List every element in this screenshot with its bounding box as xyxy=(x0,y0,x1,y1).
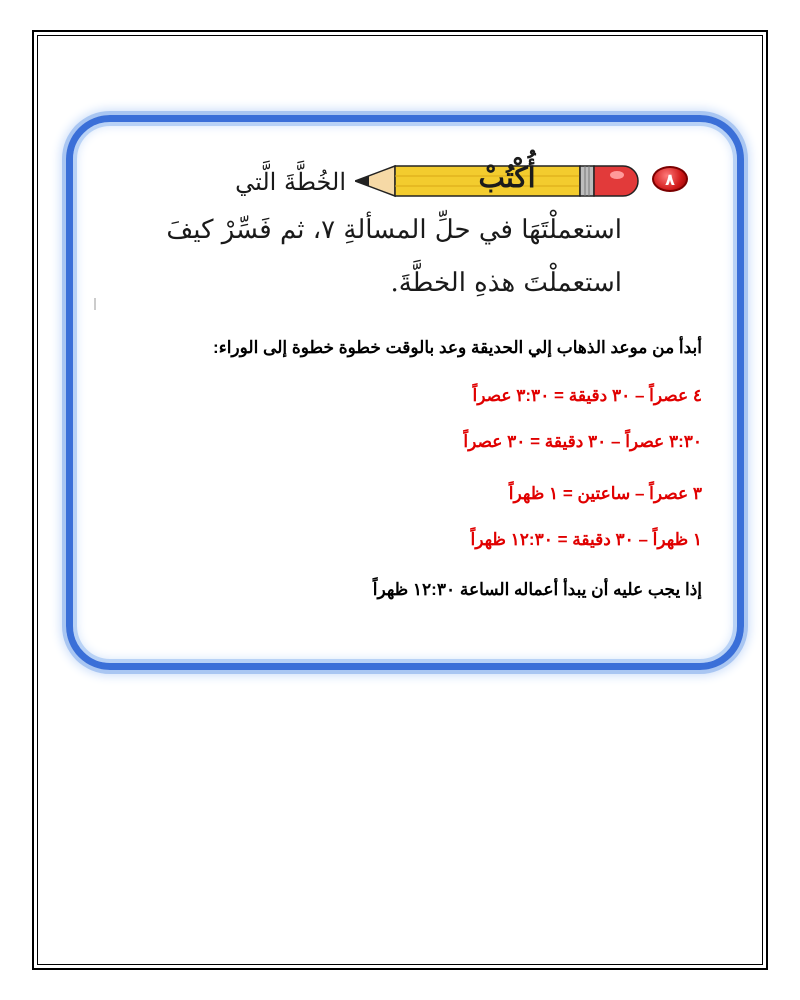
question-heading: الخُطَّةَ الَّتي xyxy=(235,168,346,196)
answer-step: ٣ عصراً – ساعتين = ١ ظهراً xyxy=(508,484,702,503)
answer-step: ٤ عصراً – ٣٠ دقيقة = ٣:٣٠ عصراً xyxy=(472,386,702,405)
question-line-1: استعملْتَهَا في حلِّ المسألةِ ٧، ثم فَسِّرْ كيفَ xyxy=(166,215,622,245)
answer-intro: أبدأ من موعد الذهاب إلي الحديقة وعد بالوقت خطوة خطوة إلى الوراء: xyxy=(213,338,702,357)
scan-mark xyxy=(94,298,96,310)
answer-step: ٣:٣٠ عصراً – ٣٠ دقيقة = ٣٠ عصراً xyxy=(463,432,702,451)
question-line-2: استعملْتَ هذهِ الخطَّةَ. xyxy=(390,268,622,298)
answer-step: ١ ظهراً – ٣٠ دقيقة = ١٢:٣٠ ظهراً xyxy=(470,530,702,549)
answer-conclusion: إذا يجب عليه أن يبدأ أعماله الساعة ١٢:٣٠ ظهراً xyxy=(372,580,702,599)
write-label: أُكْتُبْ xyxy=(478,161,536,194)
question-number-badge xyxy=(652,166,688,192)
question-number: ٨ xyxy=(665,169,675,189)
